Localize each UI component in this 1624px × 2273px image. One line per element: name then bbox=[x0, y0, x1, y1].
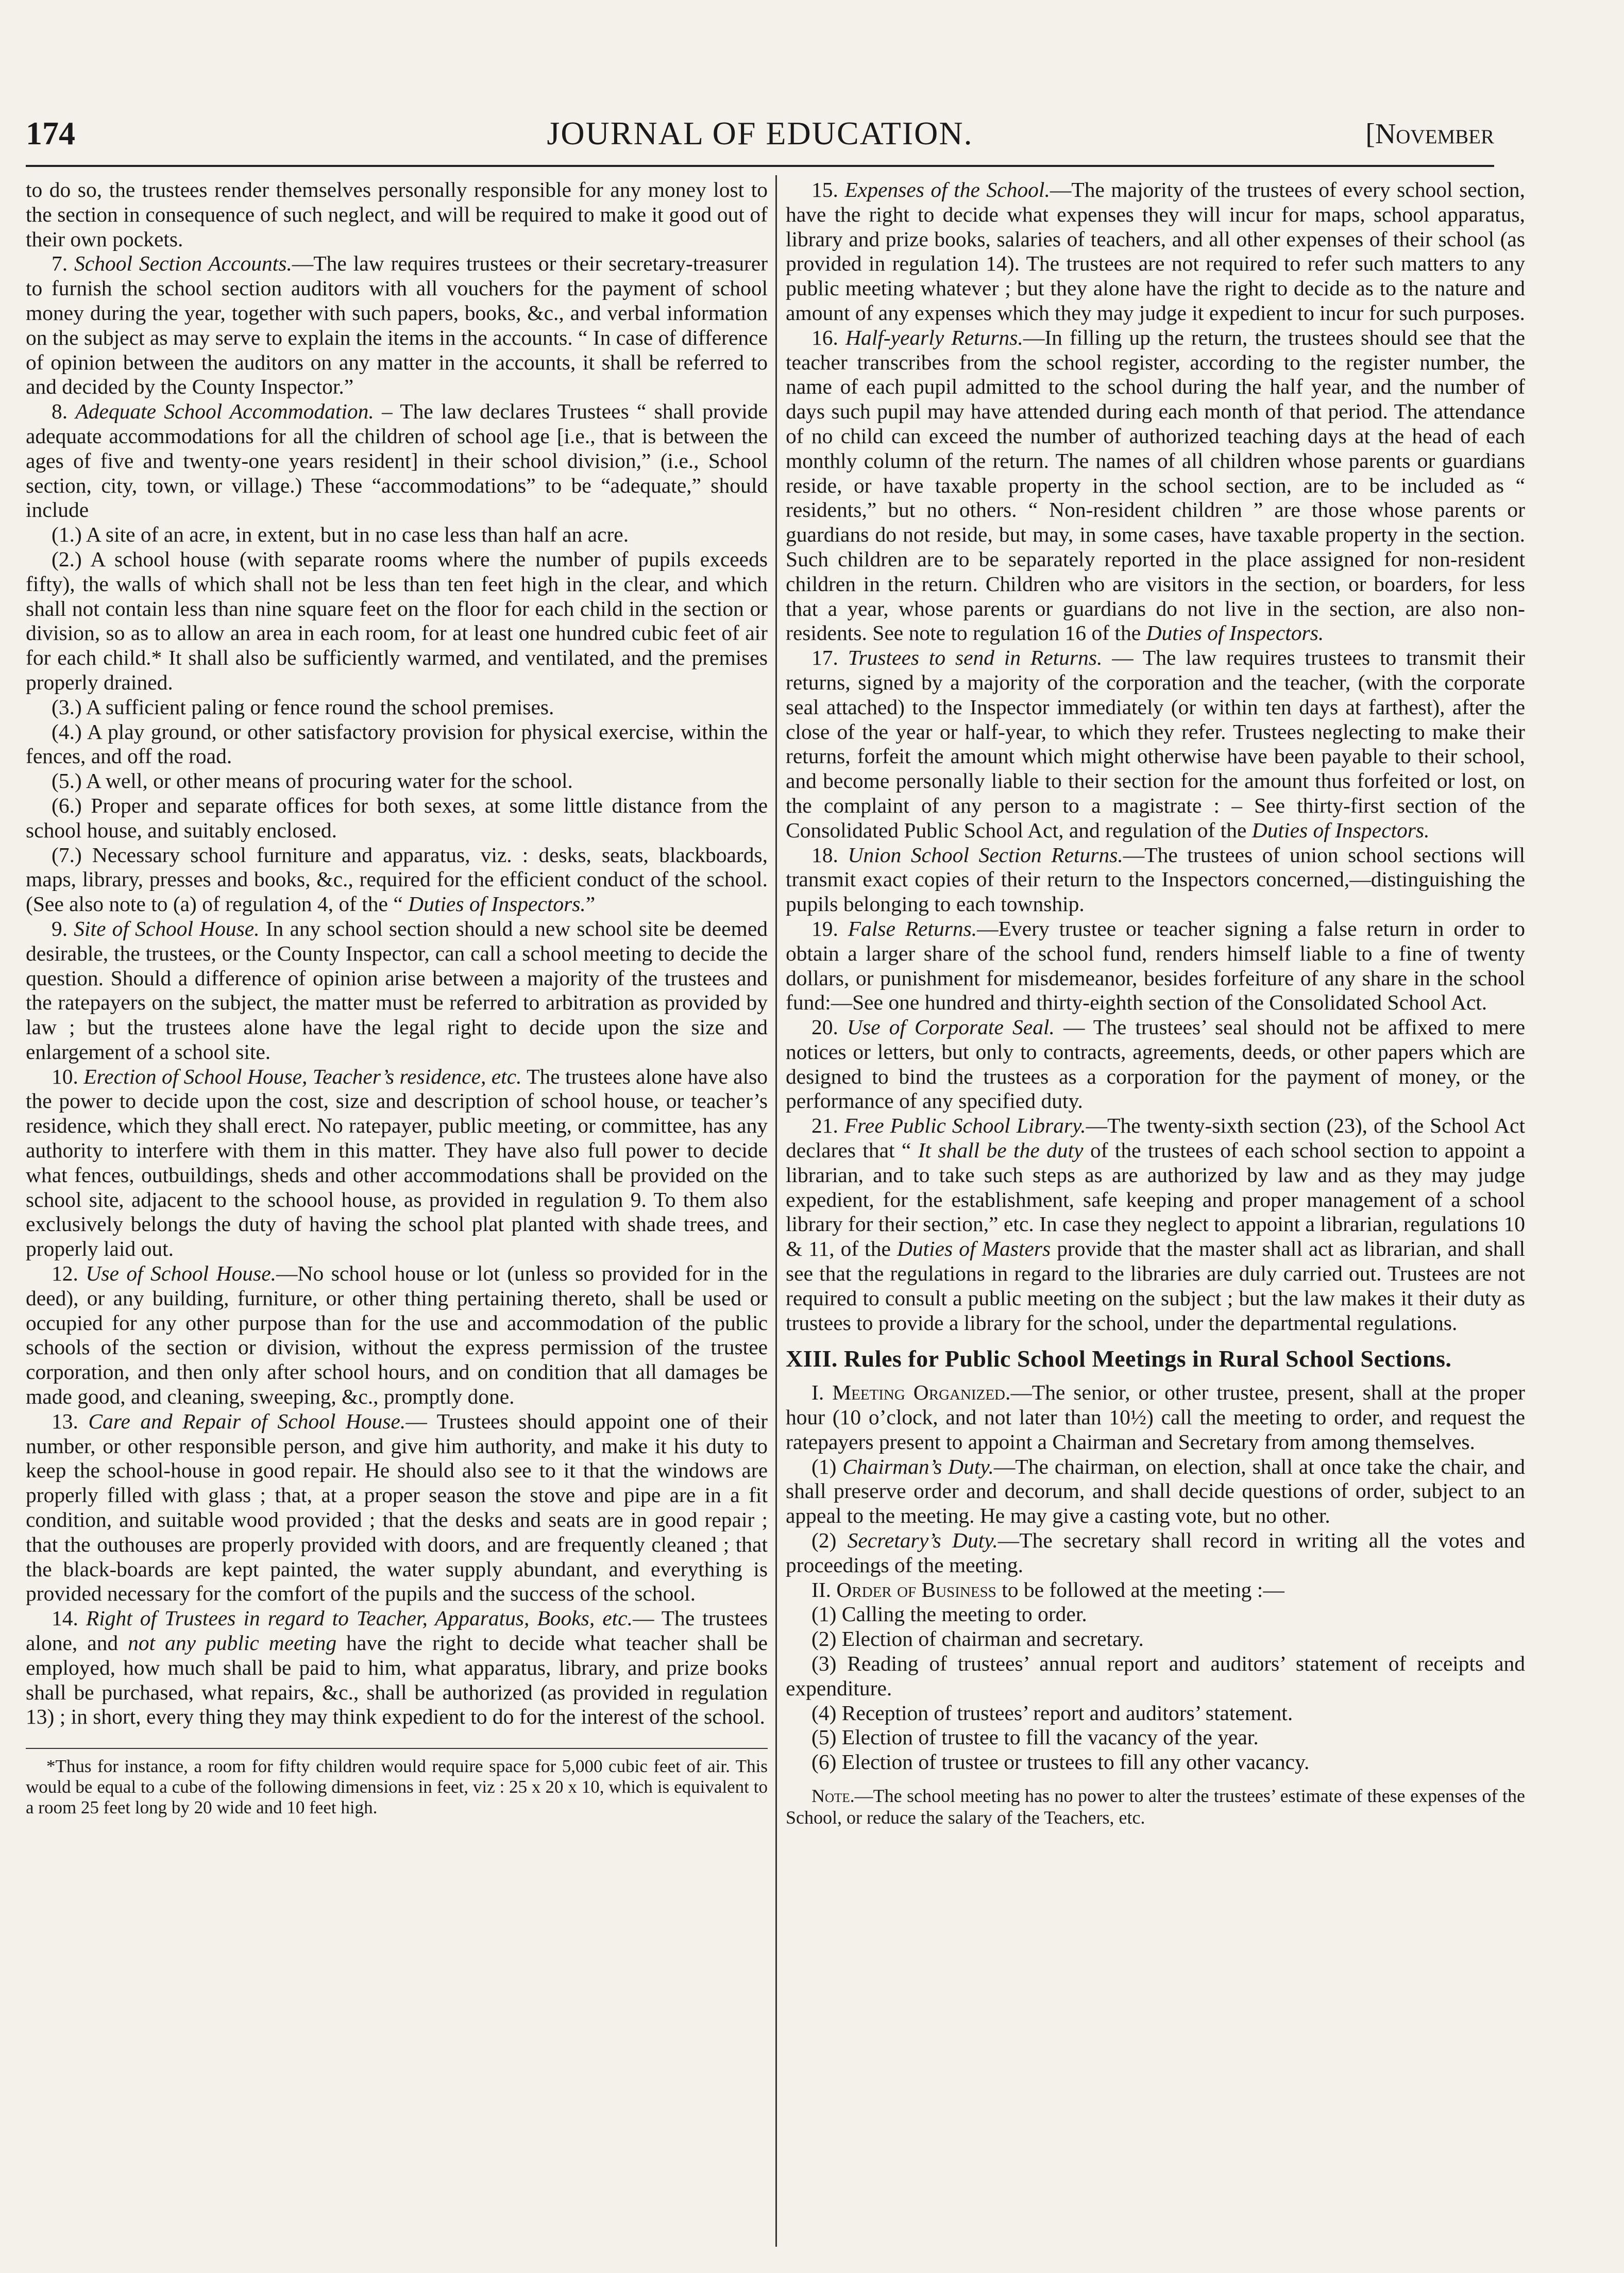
paragraph-16: 16. Half-yearly Returns.—In filling up the return, the trustees should see that the teacher transcribes from the school register, according to the register number, the name of each pupil admitted to the school during the half year, and the number of days such pupil may have attended during each month of that period. The attendance of no child can exceed the number of authorized teaching days at the head of each monthly column of the return. The names of all children whose parents or guardians reside, or have taxable property in the school section, are to be included as “ residents,” but no others. “ Non-resident children ” are those whose parents or guardians do not reside, but may, in some cases, have taxable property in the section. Such children are to be separately reported in the place assigned for non-resident children in the return. Children who are visitors in the section, or boarders, for less that a year, whose parents or guardians do not live in the section, are also non-residents. See note to regulation 16 of the Duties of Inspectors. bbox=[786, 325, 1525, 645]
paragraph-20-title: Use of Corporate Seal. bbox=[847, 1015, 1055, 1039]
section-heading: XIII. Rules for Public School Meetings in Rural School Sections. bbox=[786, 1345, 1452, 1372]
paragraph-19-title: False Returns. bbox=[848, 916, 977, 940]
paragraph-9-title: Site of School House. bbox=[74, 916, 260, 940]
chairman-duty: (1) Chairman’s Duty.—The chairman, on election, shall at once take the chair, and shall preserve order and decorum, and shall decide questions of order, subject to an appeal to the meeting. He may give a casting vote, but no other. bbox=[786, 1454, 1525, 1528]
issue-month: [November bbox=[1365, 118, 1494, 150]
list-item: (4.) A play ground, or other satisfactory provision for physical exercise, within the fences, and off the road. bbox=[26, 719, 768, 768]
note: Note.—The school meeting has no power to alter the trustees’ estimate of these expenses of the School, or reduce the salary of the Teachers, etc. bbox=[786, 1786, 1525, 1828]
paragraph-10-title: Erection of School House, Teacher’s residence, etc. bbox=[83, 1064, 522, 1088]
paragraph-15: 15. Expenses of the School.—The majority of the trustees of every school section, have the right to decide what expenses they will incur for maps, school apparatus, library and prize books, salaries of teachers, and all other expenses of their school (as provided in regulation 14). The trustees are not required to refer such matters to any public meeting whatever ; but they alone have the right to decide as to the nature and amount of any expenses which they may judge it expedient to incur for such purposes. bbox=[786, 178, 1526, 325]
paragraph-14: 14. Right of Trustees in regard to Teacher, Apparatus, Books, etc.— The trustees alone, and not any public meeting have the right to decide what teacher shall be employed, how much shall be paid to him, what apparatus, library, and prize books shall be purchased, what repairs, &c., shall be authorized (as provided in regulation 13) ; in short, every thing they may think expedient to do for the interest of the school. bbox=[26, 1606, 768, 1729]
list-item: (6.) Proper and separate offices for both sexes, at some little distance from the school house, and suitably enclosed. bbox=[26, 793, 768, 842]
paragraph-10: 10. Erection of School House, Teacher’s residence, etc. The trustees alone have also the power to decide upon the cost, size and description of school house, or teacher’s residence, which they shall erect. No ratepayer, public meeting, or committee, has any authority to interfere with them in this matter. They have also full power to decide what fences, outbuildings, sheds and other accommodations shall be provided on the school site, adjacent to the schoool house, as provided in regulation 9. To them also exclusively belongs the duty of having the school plat planted with shade trees, and properly laid out. bbox=[26, 1064, 768, 1261]
paragraph-19: 19. False Returns.—Every trustee or teacher signing a false return in order to obtain a larger share of the school fund, renders himself liable to a fine of twenty dollars, or punishment for misdemeanor, besides forfeiture of any share in the school fund:—See one hundred and thirty-eighth section of the Consolidated School Act. bbox=[786, 916, 1525, 1015]
paragraph-12-title: Use of School House. bbox=[86, 1261, 277, 1286]
list-item: (4) Reception of trustees’ report and auditors’ statement. bbox=[811, 1700, 1293, 1725]
list-item: (5.) A well, or other means of procuring water for the school. bbox=[52, 769, 573, 793]
paragraph-8: 8. Adequate School Accommodation. – The law declares Trustees “ shall provide adequate accommodations for all the children of school age [i.e., that is between the ages of five and twenty-one years resident] in their school division,” (i.e., School section, city, town, or village.) These “accommodations” to be “adequate,” should include bbox=[26, 399, 768, 522]
paragraph-13: 13. Care and Repair of School House.— Trustees should appoint one of their number, or other responsible person, and give him authority, and make it his duty to keep the school-house in good repair. He should also see to it that the windows are properly filled with glass ; that, at a proper season the stove and pipe are in a fit condition, and suitable wood provided ; that the desks and seats are in good repair ; that the outhouses are properly provided with doors, and are frequently cleaned ; that the black-boards are kept painted, the water supply abundant, and everything is provided necessary for the comfort of the pupils and the success of the school. bbox=[26, 1409, 768, 1606]
paragraph-9: 9. Site of School House. In any school section should a new school site be deemed desirable, the trustees, or the County Inspector, can call a school meeting to decide the question. Should a difference of opinion arise between a majority of the trustees and the ratepayers on the subject, the matter must be referred to arbitration as provided by law ; but the trustees alone have the legal right to decide upon the size and enlargement of a school site. bbox=[26, 916, 768, 1064]
secretary-duty: (2) Secretary’s Duty.—The secretary shall record in writing all the votes and proceedings of the meeting. bbox=[786, 1528, 1525, 1577]
list-item: (2.) A school house (with separate rooms where the number of pupils exceeds fifty), the walls of which shall not be less than ten feet high in the clear, and which shall not contain less than nine square feet on the floor for each child in the section or division, so as to allow an area in each room, for at least one hundred cubic feet of air for each child.* It shall also be sufficiently warmed, and ventilated, and the premises properly drained. bbox=[26, 547, 768, 694]
page-number: 174 bbox=[26, 115, 75, 151]
list-item: (1.) A site of an acre, in extent, but in no case less than half an acre. bbox=[52, 523, 629, 547]
order-of-business: II. Order of Business to be followed at the meeting :— bbox=[811, 1577, 1284, 1602]
paragraph-13-title: Care and Repair of School House. bbox=[88, 1409, 406, 1433]
paragraph-18-title: Union School Section Returns. bbox=[848, 843, 1123, 867]
left-column bbox=[26, 178, 768, 1818]
paragraph-12: 12. Use of School House.—No school house or lot (unless so provided for in the deed), or any building, furniture, or other thing pertaining thereto, shall be used or occupied for any other purpose than for the use and accommodation of the public schools of the section or division, without the express permission of the trustee corporation, and then only after school hours, and on condition that all damages be made good, and cleaning, sweeping, &c., promptly done. bbox=[26, 1261, 768, 1409]
paragraph-14-title: Right of Trustees in regard to Teacher, Apparatus, Books, etc. bbox=[86, 1606, 633, 1630]
paragraph-16-title: Half-yearly Returns. bbox=[845, 325, 1023, 349]
list-item: (6) Election of trustee or trustees to fill any other vacancy. bbox=[811, 1750, 1310, 1774]
page-header bbox=[26, 108, 1494, 167]
right-column bbox=[786, 178, 1525, 1828]
paragraph-intro: to do so, the trustees render themselves personally responsible for any money lost to the section in consequence of such neglect, and will be required to make it good out of their own pockets. bbox=[26, 178, 768, 251]
list-item: (3.) A sufficient paling or fence round the school premises. bbox=[52, 695, 554, 719]
paragraph-18: 18. Union School Section Returns.—The trustees of union school sections will transmit exact copies of their return to the Inspectors concerned,—distinguishing the pupils belonging to each township. bbox=[786, 843, 1526, 916]
column-divider bbox=[775, 175, 777, 2247]
paragraph-17-title: Trustees to send in Returns. bbox=[848, 646, 1103, 670]
paragraph-20: 20. Use of Corporate Seal. — The trustees’ seal should not be affixed to mere notices or letters, but only to contracts, agreements, deeds, or other papers which are designed to bind the trustees as a corporation for the payment of money, or the performance of any specified duty. bbox=[786, 1015, 1525, 1113]
footnote-divider bbox=[26, 1748, 768, 1749]
paragraph-8-title: Adequate School Accommodation. bbox=[75, 399, 374, 424]
list-item: (7.) Necessary school furniture and apparatus, viz. : desks, seats, blackboards, maps, library, presses and books, &c., required for the efficient conduct of the school. (See also note to (a) of regulation 4, of the “ Duties of Inspectors.” bbox=[26, 843, 768, 916]
paragraph-15-title: Expenses of the School. bbox=[844, 178, 1050, 201]
list-item: (1) Calling the meeting to order. bbox=[811, 1602, 1087, 1626]
footnote: *Thus for instance, a room for fifty children would require space for 5,000 cubic feet of air. This would be equal to a cube of the following dimensions in feet, viz : 25 x 20 x 10, which is equivalent to a room 25 feet long by 20 wide and 10 feet high. bbox=[26, 1756, 768, 1818]
paragraph-21-title: Free Public School Library. bbox=[844, 1114, 1086, 1138]
journal-title: JOURNAL OF EDUCATION. bbox=[547, 115, 973, 151]
paragraph-21: 21. Free Public School Library.—The twenty-sixth section (23), of the School Act declares that “ It shall be the duty of the trustees of each school section to appoint a librarian, and to take such steps as are authorized by law and as they may judge expedient, for the establishment, safe keeping and proper management of a school library for their section,” etc. In case they neglect to appoint a librarian, regulations 10 & 11, of the Duties of Masters provide that the master shall act as librarian, and shall see that the regulations in regard to the libraries are duly carried out. Trustees are not required to consult a public meeting on the subject ; but the law makes it their duty as trustees to provide a library for the school, under the departmental regulations. bbox=[786, 1114, 1526, 1335]
list-item: (2) Election of chairman and secretary. bbox=[811, 1627, 1144, 1651]
paragraph-7: 7. School Section Accounts.—The law requires trustees or their secretary-treasurer to furnish the school section auditors with all vouchers for the payment of school money during the year, together with such papers, books, &c., and verbal information on the subject as may serve to explain the items in the accounts. “ In case of difference of opinion between the auditors on any matter in the accounts, it shall be referred to and decided by the County Inspector.” bbox=[26, 251, 768, 399]
paragraph-7-title: School Section Accounts. bbox=[74, 251, 292, 276]
paragraph-17: 17. Trustees to send in Returns. — The law requires trustees to transmit their returns, signed by a majority of the corporation and the teacher, (with the corporate seal attached) to the Inspector immediately (or within ten days at farthest), after the close of the year or half-year, to which they refer. Trustees neglecting to make their returns, forfeit the amount which might otherwise have been payable to their school, and become personally liable to their section for the amount thus forfeited or lost, on the complaint of any person to a magistrate : – See thirty-first section of the Consolidated Public School Act, and regulation of the Duties of Inspectors. bbox=[786, 646, 1526, 842]
list-item: (5) Election of trustee to fill the vacancy of the year. bbox=[811, 1725, 1259, 1749]
list-item: (3) Reading of trustees’ annual report and auditors’ statement of receipts and expenditure. bbox=[786, 1652, 1525, 1700]
meeting-organized: I. Meeting Organized.—The senior, or other trustee, present, shall at the proper hour (10 o’clock, and not later than 10½) call the meeting to order, and request the ratepayers present to appoint a Chairman and Secretary from among themselves. bbox=[786, 1380, 1526, 1454]
